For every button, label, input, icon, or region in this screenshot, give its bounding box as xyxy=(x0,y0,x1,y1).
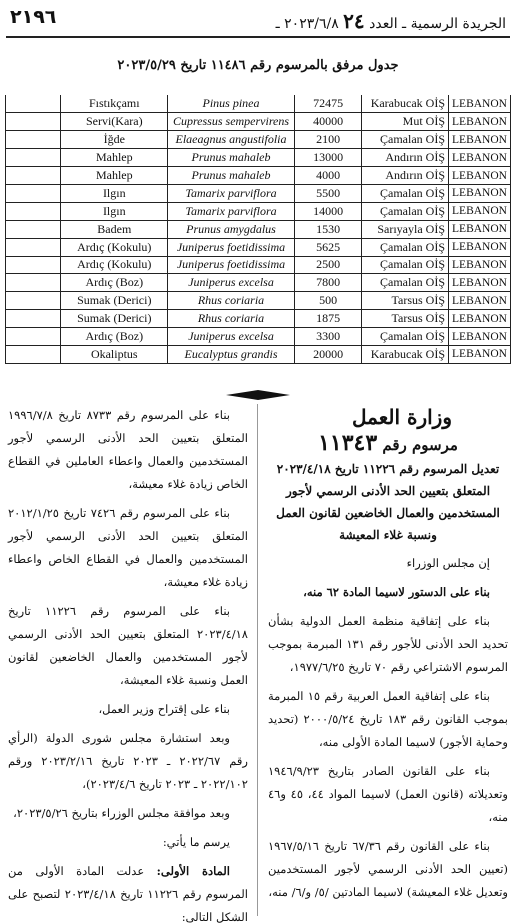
origin-cell: Çamalan OİŞ xyxy=(362,184,449,202)
publication-name: الجريدة الرسمية ـ العدد xyxy=(369,16,506,32)
state-council-clause: وبعد استشارة مجلس شورى الدولة (الرأي رقم ٢٠٢٢/٦٧ ـ ٢٠٢٣ تاريخ ٢٠٢٣/٢/١٦ ورقم ٢٠٢٢/١٠٢ ـ ٢٠٢٣ تاريخ ٢٠٢٣/٤/٦)، xyxy=(8,731,248,791)
empty-cell xyxy=(6,149,61,167)
origin-cell: Çamalan OİŞ xyxy=(362,131,449,149)
article-one-label: المادة الأولى: xyxy=(156,864,230,878)
page-number: ٢١٩٦ xyxy=(10,6,57,28)
country-cell: LEBANON xyxy=(449,256,511,274)
country-cell: LEBANON xyxy=(449,184,511,202)
scientific-name-cell: Rhus coriaria xyxy=(168,292,295,310)
origin-cell: Sarıyayla OİŞ xyxy=(362,220,449,238)
article-one xyxy=(8,860,248,923)
header-divider xyxy=(6,36,510,38)
species-table xyxy=(5,95,511,364)
quantity-cell: 40000 xyxy=(294,113,361,131)
enactment-line: يرسم ما يأتي: xyxy=(162,835,230,849)
ministry-heading: وزارة العمل xyxy=(352,405,452,429)
council-line: إن مجلس الوزراء xyxy=(406,556,490,570)
country-cell: LEBANON xyxy=(449,345,511,363)
column-divider xyxy=(257,404,258,916)
quantity-cell: 5500 xyxy=(294,184,361,202)
local-name-cell: İğde xyxy=(61,131,168,149)
table-row xyxy=(6,202,511,220)
decree-label: مرسوم رقم xyxy=(382,436,458,454)
scientific-name-cell: Cupressus sempervirens xyxy=(168,113,295,131)
quantity-cell: 1875 xyxy=(294,310,361,328)
species-table-body xyxy=(6,95,511,363)
quantity-cell: 5625 xyxy=(294,238,361,256)
empty-cell xyxy=(6,184,61,202)
article-one-text: عدلت المادة الأولى من المرسوم رقم ١١٢٢٦ تاريخ ٢٠٢٣/٤/١٨ لتصبح على الشكل التالي: xyxy=(8,864,249,923)
scientific-name-cell: Juniperus foetidissima xyxy=(168,256,295,274)
table-row xyxy=(6,184,511,202)
table-row xyxy=(6,220,511,238)
origin-cell: Tarsus OİŞ xyxy=(362,292,449,310)
origin-cell: Tarsus OİŞ xyxy=(362,310,449,328)
table-row xyxy=(6,345,511,363)
empty-cell xyxy=(6,202,61,220)
local-name-cell: Ardıç (Boz) xyxy=(61,328,168,346)
gazette-header-title xyxy=(276,9,506,33)
minister-proposal-clause: بناء على إقتراح وزير العمل، xyxy=(98,702,230,716)
local-name-cell: Ilgın xyxy=(61,184,168,202)
country-cell: LEBANON xyxy=(449,292,511,310)
quantity-cell: 20000 xyxy=(294,345,361,363)
scientific-name-cell: Juniperus excelsa xyxy=(168,274,295,292)
table-row xyxy=(6,167,511,185)
local-name-cell: Ilgın xyxy=(61,202,168,220)
quantity-cell: 2500 xyxy=(294,256,361,274)
table-row xyxy=(6,238,511,256)
country-cell: LEBANON xyxy=(449,274,511,292)
origin-cell: Andırın OİŞ xyxy=(362,167,449,185)
empty-cell xyxy=(6,113,61,131)
origin-cell: Çamalan OİŞ xyxy=(362,238,449,256)
quantity-cell: 1530 xyxy=(294,220,361,238)
scientific-name-cell: Juniperus foetidissima xyxy=(168,238,295,256)
law-67-36-clause: بناء على القانون رقم ٦٧/٣٦ تاريخ ١٩٦٧/٥/١٦ (تعيين الحد الأدنى الرسمي لأجور المستخدمين وتعديل غلاء المعيشة) لاسيما المادتين /٥/ و/٦/ منه، xyxy=(268,839,508,899)
quantity-cell: 7800 xyxy=(294,274,361,292)
arab-labour-clause: بناء على إتفاقية العمل العربية رقم ١٥ المبرمة بموجب القانون رقم ١٨٣ تاريخ ٢٠٠٠/٥/٢٤ (تحديد وحماية الأجور) لاسيما المادة الأولى منه، xyxy=(268,689,508,749)
empty-cell xyxy=(6,328,61,346)
country-cell: LEBANON xyxy=(449,167,511,185)
decree-7426-clause: بناء على المرسوم رقم ٧٤٢٦ تاريخ ٢٠١٢/١/٢٥ المتعلق بتعيين الحد الأدنى الرسمي لأجور المستخدمين والعمال في القطاع الخاص واعطاء زيادة غلاء معيشة، xyxy=(8,506,248,589)
local-name-cell: Badem xyxy=(61,220,168,238)
empty-cell xyxy=(6,310,61,328)
empty-cell xyxy=(6,167,61,185)
ilo-clause: بناء على إتفاقية منظمة العمل الدولية بشأن تحديد الحد الأدنى للأجور رقم ١٣١ المبرمة بموجب المرسوم الاشتراعي رقم ٧٠ تاريخ ١٩٧٧/٦/٢٥، xyxy=(268,614,509,674)
page-header xyxy=(6,6,510,34)
empty-cell xyxy=(6,131,61,149)
empty-cell xyxy=(6,95,61,113)
table-row xyxy=(6,310,511,328)
decree-number-heading xyxy=(268,430,508,458)
local-name-cell: Okaliptus xyxy=(61,345,168,363)
scientific-name-cell: Tamarix parviflora xyxy=(168,202,295,220)
quantity-cell: 2100 xyxy=(294,131,361,149)
origin-cell: Çamalan OİŞ xyxy=(362,328,449,346)
origin-cell: Mut OİŞ xyxy=(362,113,449,131)
scientific-name-cell: Rhus coriaria xyxy=(168,310,295,328)
table-row xyxy=(6,131,511,149)
empty-cell xyxy=(6,292,61,310)
origin-cell: Andırın OİŞ xyxy=(362,149,449,167)
country-cell: LEBANON xyxy=(449,202,511,220)
country-cell: LEBANON xyxy=(449,238,511,256)
decree-number: ١١٣٤٣ xyxy=(318,430,378,456)
issue-number: ٢٤ xyxy=(343,9,365,33)
empty-cell xyxy=(6,256,61,274)
section-ornament xyxy=(226,390,290,400)
country-cell: LEBANON xyxy=(449,95,511,113)
local-name-cell: Sumak (Derici) xyxy=(61,292,168,310)
decree-title: تعديل المرسوم رقم ١١٢٢٦ تاريخ ٢٠٢٣/٤/١٨ المتعلق بتعيين الحد الأدنى الرسمي لأجور المستخدمين والعمال الخاضعين لقانون العمل ونسبة غلاء المعيشة xyxy=(276,462,500,542)
decree-column-left xyxy=(8,404,248,923)
table-row xyxy=(6,274,511,292)
table-row xyxy=(6,256,511,274)
scientific-name-cell: Prunus amygdalus xyxy=(168,220,295,238)
empty-cell xyxy=(6,220,61,238)
quantity-cell: 3300 xyxy=(294,328,361,346)
quantity-cell: 72475 xyxy=(294,95,361,113)
country-cell: LEBANON xyxy=(449,113,511,131)
labour-law-clause: بناء على القانون الصادر بتاريخ ١٩٤٦/٩/٢٣ وتعديلاته (قانون العمل) لاسيما المواد ٤٤، ٤٥ و٤٦ منه، xyxy=(268,764,508,824)
constitution-clause: بناء على الدستور لاسيما المادة ٦٢ منه، xyxy=(303,585,490,599)
origin-cell: Çamalan OİŞ xyxy=(362,274,449,292)
empty-cell xyxy=(6,345,61,363)
decree-8733-clause: بناء على المرسوم رقم ٨٧٣٣ تاريخ ١٩٩٦/٧/٨ المتعلق بتعيين الحد الأدنى الرسمي لأجور المستخدمين والعمال واعطاء العاملين في القطاع الخاص زيادة غلاء معيشة، xyxy=(8,408,248,491)
local-name-cell: Sumak (Derici) xyxy=(61,310,168,328)
local-name-cell: Ardıç (Boz) xyxy=(61,274,168,292)
local-name-cell: Ardıç (Kokulu) xyxy=(61,256,168,274)
country-cell: LEBANON xyxy=(449,149,511,167)
quantity-cell: 13000 xyxy=(294,149,361,167)
quantity-cell: 14000 xyxy=(294,202,361,220)
table-row xyxy=(6,328,511,346)
scientific-name-cell: Elaeagnus angustifolia xyxy=(168,131,295,149)
origin-cell: Çamalan OİŞ xyxy=(362,256,449,274)
country-cell: LEBANON xyxy=(449,131,511,149)
table-row xyxy=(6,149,511,167)
decree-column-right xyxy=(268,404,508,910)
origin-cell: Çamalan OİŞ xyxy=(362,202,449,220)
scientific-name-cell: Juniperus excelsa xyxy=(168,328,295,346)
table-row xyxy=(6,113,511,131)
quantity-cell: 500 xyxy=(294,292,361,310)
scientific-name-cell: Prunus mahaleb xyxy=(168,167,295,185)
table-row xyxy=(6,95,511,113)
local-name-cell: Ardıç (Kokulu) xyxy=(61,238,168,256)
empty-cell xyxy=(6,274,61,292)
issue-date: ٢٠٢٣/٦/٨ ـ xyxy=(275,16,339,32)
quantity-cell: 4000 xyxy=(294,167,361,185)
origin-cell: Karabucak OİŞ xyxy=(362,95,449,113)
local-name-cell: Mahlep xyxy=(61,167,168,185)
empty-cell xyxy=(6,238,61,256)
table-row xyxy=(6,292,511,310)
scientific-name-cell: Prunus mahaleb xyxy=(168,149,295,167)
scientific-name-cell: Eucalyptus grandis xyxy=(168,345,295,363)
scientific-name-cell: Tamarix parviflora xyxy=(168,184,295,202)
local-name-cell: Mahlep xyxy=(61,149,168,167)
country-cell: LEBANON xyxy=(449,310,511,328)
decree-11226-clause: بناء على المرسوم رقم ١١٢٢٦ تاريخ ٢٠٢٣/٤/١٨ المتعلق بتعيين الحد الأدنى الرسمي لأجور المستخدمين والعمال الخاضعين لقانون العمل ونسبة غلاء المعيشة، xyxy=(8,604,248,687)
country-cell: LEBANON xyxy=(449,220,511,238)
origin-cell: Karabucak OİŞ xyxy=(362,345,449,363)
country-cell: LEBANON xyxy=(449,328,511,346)
scientific-name-cell: Pinus pinea xyxy=(168,95,295,113)
local-name-cell: Fıstıkçamı xyxy=(61,95,168,113)
table-title: جدول مرفق بالمرسوم رقم ١١٤٨٦ تاريخ ٢٠٢٣/٥/٢٩ xyxy=(117,58,399,73)
local-name-cell: Servi(Kara) xyxy=(61,113,168,131)
cabinet-approval-clause: وبعد موافقة مجلس الوزراء بتاريخ ٢٠٢٣/٥/٢٦، xyxy=(13,806,230,820)
